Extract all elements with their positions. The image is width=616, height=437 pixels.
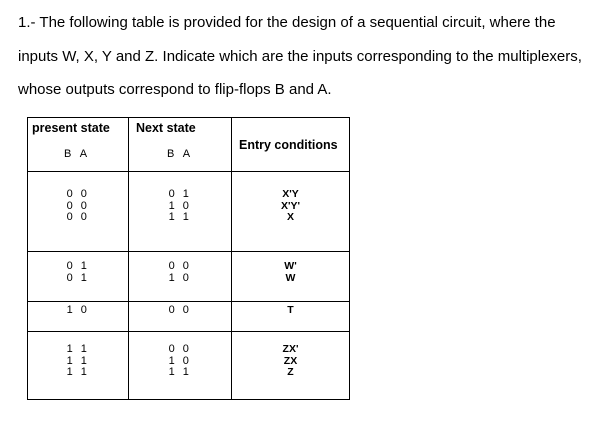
cell-condition: W' [284,260,297,272]
cell-condition: ZX [283,354,298,367]
cell-condition: W [285,271,296,284]
group-4-present [28,344,128,379]
state-table [27,117,350,400]
cell-condition: X'Y' [280,199,300,212]
row-divider [28,251,349,252]
header-present-state: present state [32,121,110,135]
cell-present: 0 1 [66,260,90,272]
cell-next: 1 0 [168,354,192,367]
group-1-conditions [232,189,349,224]
cell-next: 1 0 [168,199,192,212]
group-2-present [28,261,128,284]
group-3-present [28,305,128,317]
cell-present: 0 0 [66,211,90,223]
cell-next: 1 1 [168,211,192,223]
cell-present: 0 1 [66,271,90,284]
header-present-ba: B A [64,148,91,160]
cell-condition: X'Y [282,188,299,200]
cell-present: 0 0 [66,199,90,212]
group-1-next [129,189,231,224]
header-next-state: Next state [136,121,196,135]
cell-present: 1 1 [66,366,90,378]
group-2-conditions [232,261,349,284]
group-4-next [129,344,231,379]
cell-next: 0 0 [168,304,192,316]
group-3-next [129,305,231,317]
cell-condition: ZX' [282,343,299,355]
cell-condition: T [287,304,294,316]
cell-next: 0 1 [168,188,192,200]
row-divider [28,301,349,302]
cell-next: 0 0 [168,343,192,355]
cell-present: 0 0 [66,188,90,200]
cell-condition: X [286,211,294,223]
cell-present: 1 1 [66,354,90,367]
question-line-1: 1.- The following table is provided for the design of a sequential circuit, where the [18,14,556,31]
header-entry-conditions: Entry conditions [239,138,338,152]
cell-present: 1 0 [66,304,90,316]
header-divider [28,171,349,172]
question-line-3: whose outputs correspond to flip-flops B and A. [18,81,332,98]
question-text [18,6,612,107]
group-1-present [28,189,128,224]
cell-next: 1 0 [168,271,192,284]
group-3-conditions [232,305,349,317]
cell-present: 1 1 [66,343,90,355]
cell-condition: Z [287,366,294,378]
group-4-conditions [232,344,349,379]
cell-next: 0 0 [168,260,192,272]
header-next-ba: B A [167,148,194,160]
row-divider [28,331,349,332]
group-2-next [129,261,231,284]
cell-next: 1 1 [168,366,192,378]
question-line-2: inputs W, X, Y and Z. Indicate which are the inputs corresponding to the multiplexers, [18,47,582,65]
